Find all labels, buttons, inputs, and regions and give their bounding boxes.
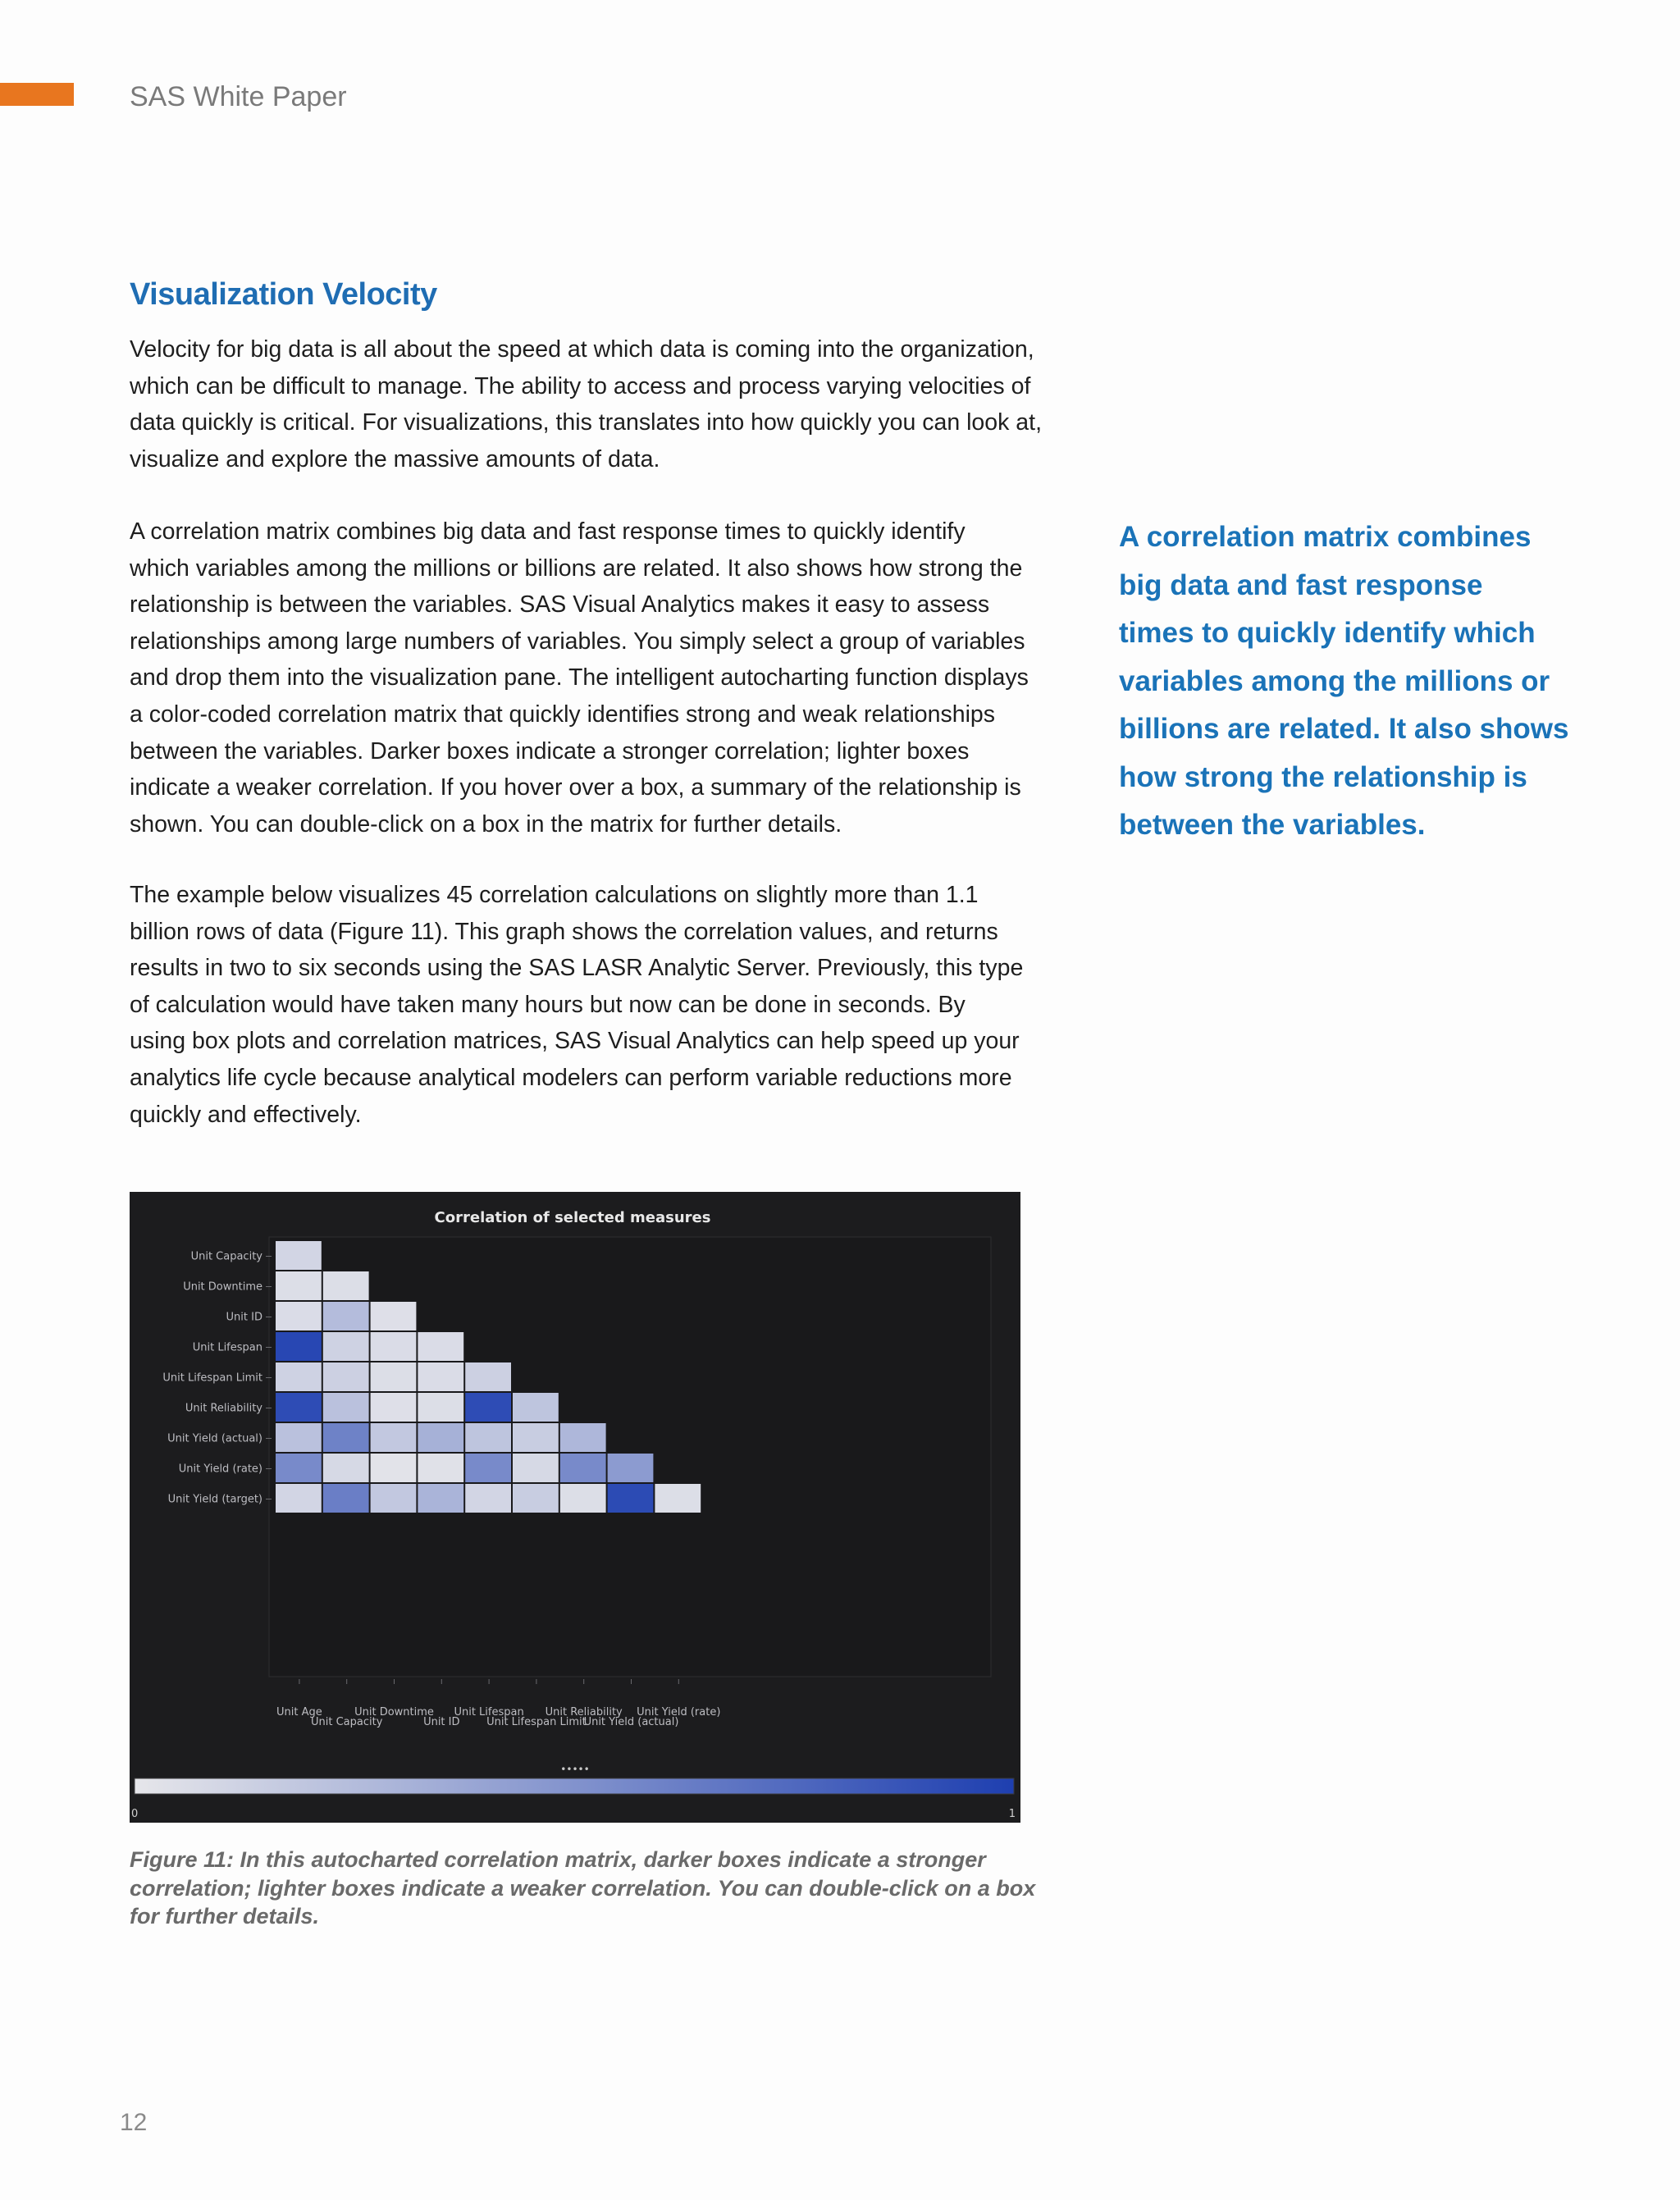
paragraph-line: between the variables. Darker boxes indicate a stronger correlation; lighter boxes	[130, 737, 970, 765]
matrix-cell[interactable]	[560, 1423, 606, 1452]
caption-line: Figure 11: In this autocharted correlation matrix, darker boxes indicate a stronger	[130, 1847, 986, 1872]
row-label: Unit Yield (target)	[167, 1493, 262, 1506]
header-title: SAS White Paper	[130, 81, 347, 112]
matrix-cell[interactable]	[371, 1423, 417, 1452]
matrix-cell[interactable]	[323, 1332, 369, 1361]
matrix-cell[interactable]	[323, 1271, 369, 1300]
row-label: Unit Yield (actual)	[167, 1432, 262, 1445]
column-label: Unit ID	[423, 1716, 460, 1728]
pull-quote	[1119, 513, 1611, 850]
column-label: Unit Yield (actual)	[583, 1716, 679, 1728]
matrix-cell[interactable]	[276, 1241, 322, 1270]
pull-quote-line: variables among the millions or	[1119, 664, 1550, 697]
pull-quote-line: how strong the relationship is	[1119, 760, 1527, 793]
caption-line: correlation; lighter boxes indicate a weaker correlation. You can double-click on a box	[130, 1875, 1036, 1901]
matrix-cell[interactable]	[418, 1362, 463, 1391]
paragraph-line: data quickly is critical. For visualizations, this translates into how quickly you can look at,	[130, 409, 1042, 436]
paragraph-line: quickly and effectively.	[130, 1101, 362, 1128]
paragraph-line: a color-coded correlation matrix that quickly identifies strong and weak relationships	[130, 701, 996, 728]
paragraph-line: A correlation matrix combines big data and fast response times to quickly identify	[130, 518, 966, 545]
matrix-cell[interactable]	[418, 1393, 463, 1422]
matrix-cell[interactable]	[371, 1362, 417, 1391]
header-accent-bar	[0, 83, 74, 106]
row-label: Unit Lifespan	[192, 1341, 262, 1354]
paragraph-correlation-matrix	[130, 513, 1065, 842]
matrix-cell[interactable]	[655, 1484, 701, 1513]
matrix-cell[interactable]	[323, 1423, 369, 1452]
matrix-cell[interactable]	[418, 1332, 463, 1361]
matrix-cell[interactable]	[276, 1271, 322, 1300]
paragraph-velocity	[130, 331, 1065, 477]
matrix-cell[interactable]	[465, 1362, 511, 1391]
scale-min-label: 0	[131, 1808, 139, 1820]
row-label: Unit Downtime	[183, 1280, 262, 1294]
figure-caption	[130, 1846, 1036, 1931]
row-label: Unit Capacity	[190, 1250, 262, 1263]
matrix-cell[interactable]	[371, 1454, 417, 1482]
paragraph-line: of calculation would have taken many hours but now can be done in seconds. By	[130, 991, 966, 1018]
column-label: Unit Lifespan	[454, 1706, 524, 1718]
paragraph-line: Velocity for big data is all about the speed at which data is coming into the organization,	[130, 336, 1034, 363]
matrix-cell[interactable]	[560, 1454, 606, 1482]
pull-quote-line: between the variables.	[1119, 809, 1426, 841]
paragraph-line: results in two to six seconds using the SAS LASR Analytic Server. Previously, this type	[130, 955, 1024, 982]
matrix-cell[interactable]	[513, 1393, 559, 1422]
row-label: Unit Lifespan Limit	[162, 1372, 262, 1385]
correlation-matrix-chart	[130, 1192, 1020, 1823]
matrix-cell[interactable]	[418, 1484, 463, 1513]
column-label: Unit Reliability	[545, 1706, 623, 1718]
matrix-cell[interactable]	[371, 1393, 417, 1422]
section-title: Visualization Velocity	[130, 277, 437, 312]
pull-quote-line: A correlation matrix combines	[1119, 521, 1532, 553]
scale-max-label: 1	[1008, 1808, 1016, 1820]
matrix-cell[interactable]	[608, 1454, 654, 1482]
matrix-cell[interactable]	[323, 1302, 369, 1330]
matrix-cell[interactable]	[276, 1362, 322, 1391]
paragraph-line: relationships among large numbers of variables. You simply select a group of variables	[130, 628, 1025, 655]
matrix-cell[interactable]	[276, 1332, 322, 1361]
column-label: Unit Lifespan Limit	[486, 1716, 587, 1728]
matrix-cell[interactable]	[276, 1302, 322, 1330]
chart-title: Correlation of selected measures	[434, 1209, 711, 1226]
matrix-cell[interactable]	[276, 1393, 322, 1422]
paragraph-line: billion rows of data (Figure 11). This graph shows the correlation values, and returns	[130, 918, 998, 945]
page-number: 12	[120, 2109, 148, 2136]
column-label: Unit Downtime	[354, 1706, 434, 1718]
matrix-cell[interactable]	[323, 1454, 369, 1482]
paragraph-line: which can be difficult to manage. The ability to access and process varying velocities of	[130, 372, 1031, 399]
matrix-cell[interactable]	[323, 1362, 369, 1391]
pull-quote-line: billions are related. It also shows	[1119, 713, 1569, 745]
row-label: Unit Yield (rate)	[178, 1463, 262, 1476]
matrix-cell[interactable]	[608, 1484, 654, 1513]
column-label: Unit Yield (rate)	[637, 1706, 721, 1718]
matrix-cell[interactable]	[465, 1484, 511, 1513]
matrix-cell[interactable]	[276, 1454, 322, 1482]
matrix-cell[interactable]	[323, 1484, 369, 1513]
column-label: Unit Capacity	[310, 1716, 383, 1728]
matrix-cell[interactable]	[560, 1484, 606, 1513]
column-label: Unit Age	[276, 1706, 322, 1718]
paragraph-line: indicate a weaker correlation. If you hover over a box, a summary of the relationship is	[130, 774, 1021, 801]
paragraph-line: relationship is between the variables. SAS Visual Analytics makes it easy to assess	[130, 591, 990, 618]
paragraph-line: which variables among the millions or billions are related. It also shows how strong the	[130, 555, 1023, 582]
matrix-cell[interactable]	[513, 1454, 559, 1482]
matrix-cell[interactable]	[276, 1423, 322, 1452]
paragraph-line: using box plots and correlation matrices, SAS Visual Analytics can help speed up your	[130, 1028, 1020, 1055]
paragraph-line: and drop them into the visualization pane. The intelligent autocharting function displays	[130, 664, 1029, 691]
chart-svg	[130, 1192, 1020, 1823]
matrix-cell[interactable]	[418, 1423, 463, 1452]
matrix-cell[interactable]	[418, 1454, 463, 1482]
matrix-cell[interactable]	[513, 1423, 559, 1452]
matrix-cell[interactable]	[276, 1484, 322, 1513]
matrix-cell[interactable]	[371, 1484, 417, 1513]
matrix-cell[interactable]	[465, 1423, 511, 1452]
matrix-cell[interactable]	[371, 1332, 417, 1361]
matrix-cell[interactable]	[465, 1393, 511, 1422]
pull-quote-line: times to quickly identify which	[1119, 617, 1536, 649]
row-label: Unit ID	[226, 1311, 262, 1324]
pull-quote-line: big data and fast response	[1119, 568, 1483, 601]
paragraph-example	[130, 877, 1065, 1133]
matrix-cell[interactable]	[323, 1393, 369, 1422]
paragraph-line: The example below visualizes 45 correlation calculations on slightly more than 1.1	[130, 882, 979, 908]
matrix-cell[interactable]	[371, 1302, 417, 1330]
matrix-cell[interactable]	[465, 1454, 511, 1482]
paragraph-line: shown. You can double-click on a box in the matrix for further details.	[130, 810, 842, 838]
scale-handle[interactable]: •••••	[560, 1764, 590, 1775]
color-scale-bar[interactable]	[135, 1778, 1014, 1794]
caption-line: for further details.	[130, 1904, 320, 1928]
matrix-cell[interactable]	[513, 1484, 559, 1513]
paragraph-line: visualize and explore the massive amounts of data.	[130, 445, 660, 472]
row-label: Unit Reliability	[185, 1402, 262, 1415]
paragraph-line: analytics life cycle because analytical modelers can perform variable reductions more	[130, 1064, 1012, 1091]
